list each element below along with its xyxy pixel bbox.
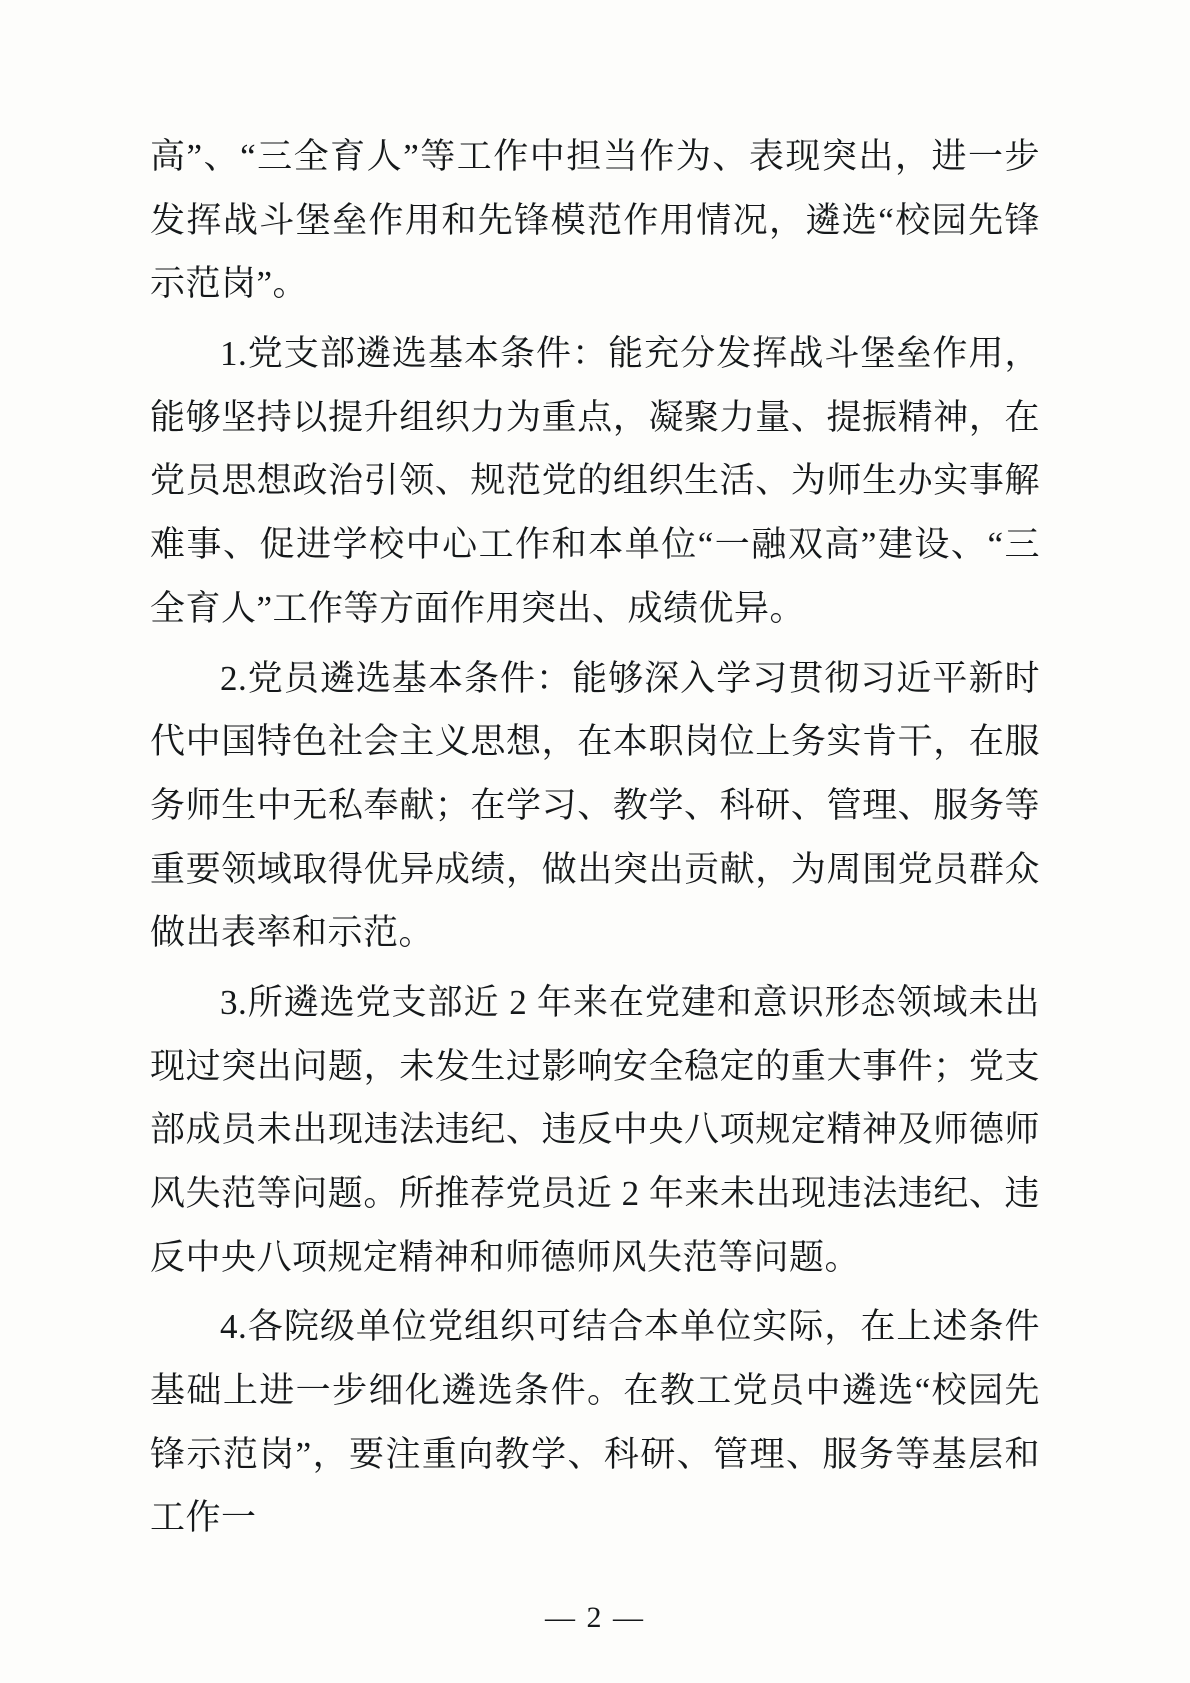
document-body [150, 125, 1040, 1550]
paragraph-item-2: 2.党员遴选基本条件：能够深入学习贯彻习近平新时代中国特色社会主义思想，在本职岗位上务实肯干，在服务师生中无私奉献；在学习、教学、科研、管理、服务等重要领域取得优异成绩，做出突出贡献，为周围党员群众做出表率和示范。 [150, 658, 1040, 953]
paragraph-item-3: 3.所遴选党支部近 2 年来在党建和意识形态领域未出现过突出问题，未发生过影响安全稳定的重大事件；党支部成员未出现违法违纪、违反中央八项规定精神及师德师风失范等问题。所推荐党员近 2 年来未出现违法违纪、违反中央八项规定精神和师德师风失范等问题。 [150, 982, 1040, 1277]
paragraph-item-4: 4.各院级单位党组织可结合本单位实际，在上述条件基础上进一步细化遴选条件。在教工党员中遴选“校园先锋示范岗”，要注重向教学、科研、管理、服务等基层和工作一 [150, 1307, 1040, 1538]
paragraph-item-1: 1.党支部遴选基本条件：能充分发挥战斗堡垒作用，能够坚持以提升组织力为重点，凝聚力量、提振精神，在党员思想政治引领、规范党的组织生活、为师生办实事解难事、促进学校中心工作和本单位“一融双高”建设、“三全育人”工作等方面作用突出、成绩优异。 [150, 334, 1040, 628]
paragraph-continued: 高”、“三全育人”等工作中担当作为、表现突出，进一步发挥战斗堡垒作用和先锋模范作用情况，遴选“校园先锋示范岗”。 [150, 137, 1040, 304]
page-number: — 2 — [545, 1601, 645, 1634]
